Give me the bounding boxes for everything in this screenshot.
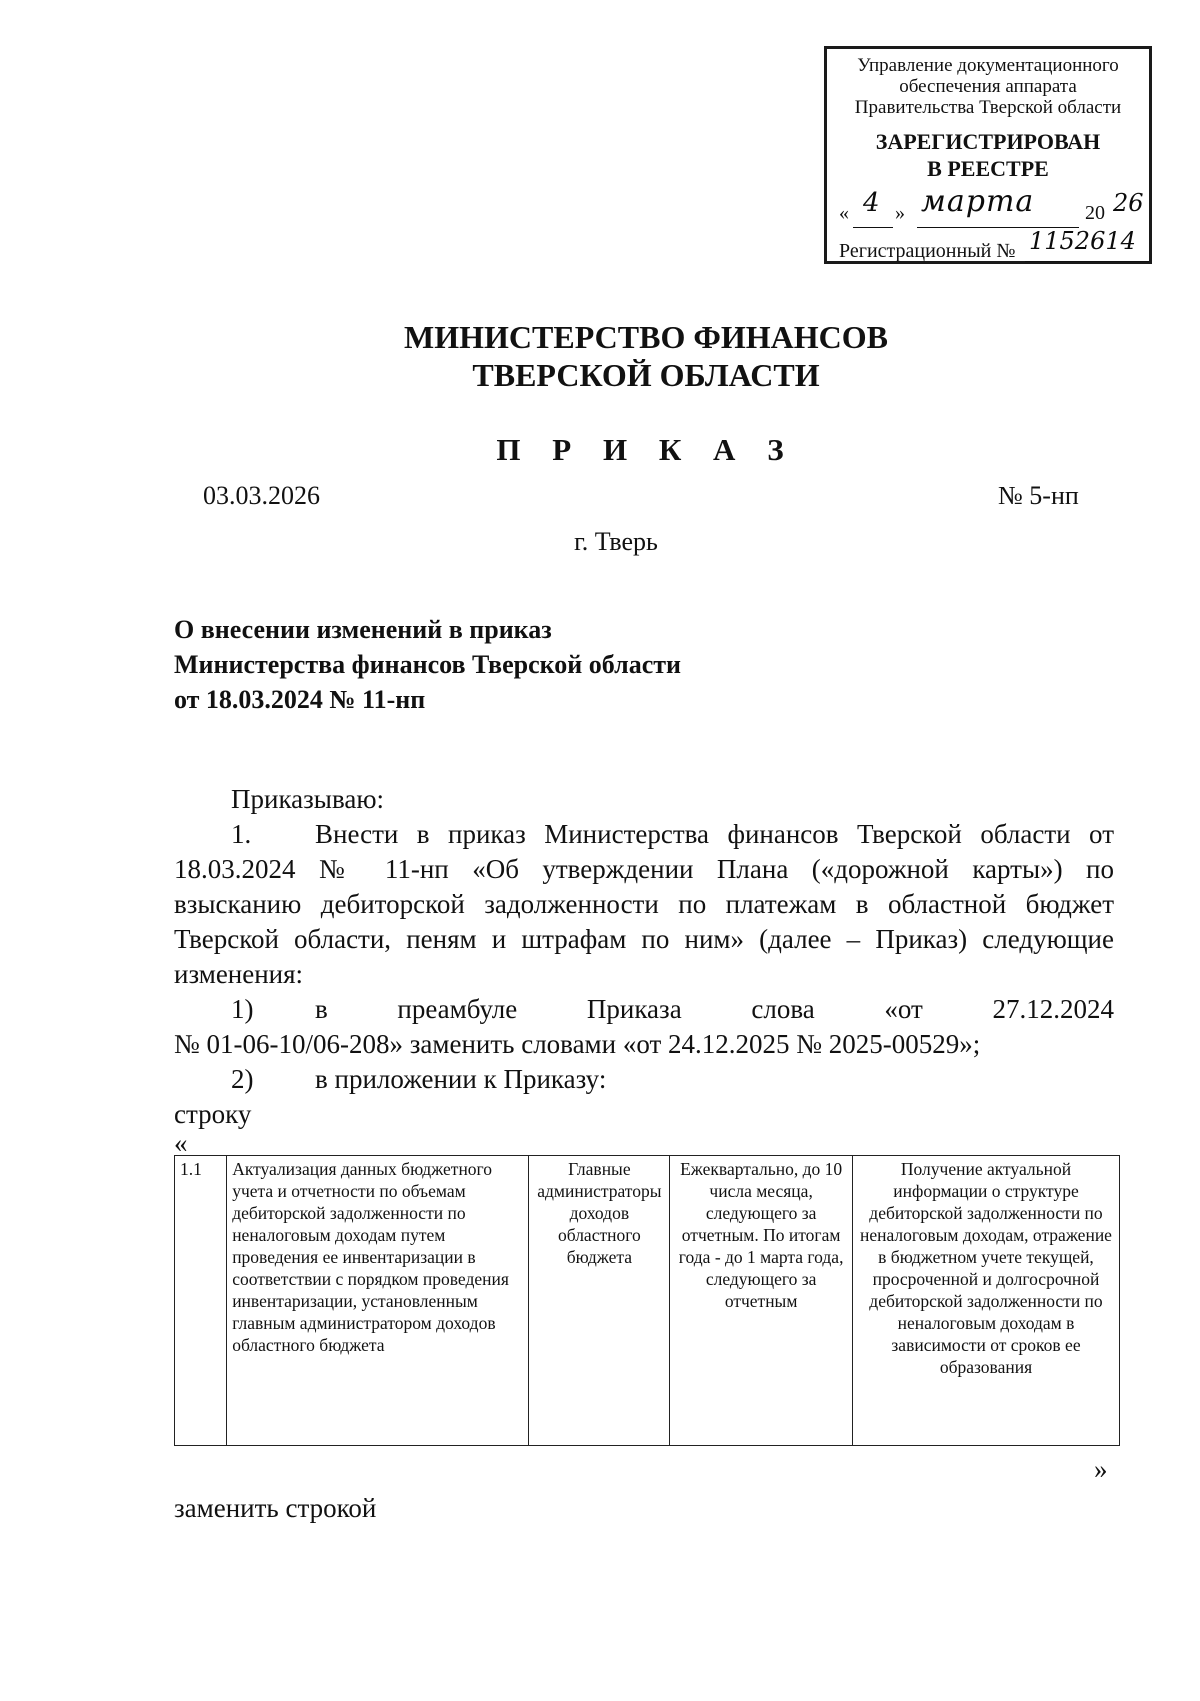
document-subject [174, 612, 974, 717]
document-city: г. Тверь [574, 527, 658, 556]
plan-row-table [174, 1155, 1120, 1446]
item1-line1 [174, 817, 1114, 852]
stamp-registered-line1: ЗАРЕГИСТРИРОВАН [875, 129, 1101, 154]
sub1-text-line2: № 01-06-10/06-208» заменить словами «от 24.12.2025 № 2025-00529»; [174, 1029, 981, 1059]
stamp-org-line2: обеспечения аппарата [899, 76, 1077, 97]
quote-close: » [1094, 1454, 1108, 1484]
stamp-quote-close: » [895, 202, 905, 224]
cell-deadline: Ежеквартально, до 10 числа месяца, следующего за отчетным. По итогам года - до 1 марта года, следующего за отчетным [670, 1156, 853, 1446]
item1-number: 1. [231, 819, 252, 849]
document-type: П Р И К А З [496, 432, 796, 467]
stamp-day-handwritten: 4 [863, 188, 880, 218]
stamp-reg-label: Регистрационный № [839, 240, 1016, 262]
item1-text-line5: изменения: [174, 959, 304, 989]
ministry-title [0, 318, 1200, 394]
stamp-year-prefix: 20 [1085, 202, 1105, 224]
stamp-reg-number-row [839, 227, 1141, 262]
cell-number: 1.1 [175, 1156, 227, 1446]
sub1-text-line1: в преамбуле Приказа слова «от 27.12.2024 [315, 994, 1114, 1024]
registration-stamp [824, 46, 1152, 264]
sub2-text: в приложении к Приказу: [315, 1064, 607, 1094]
sub1-line1 [174, 992, 1114, 1027]
ministry-line1: МИНИСТЕРСТВО ФИНАНСОВ [404, 319, 888, 355]
document-number: № 5-нп [998, 481, 1079, 510]
stamp-reg-number-handwritten: 1152614 [1029, 227, 1136, 255]
order-word: Приказываю: [231, 784, 384, 814]
item1-text-line4: Тверской области, пеням и штрафам по ним» (далее – Приказ) следующие [174, 924, 1114, 954]
stamp-day-underline [853, 227, 893, 228]
document-date: 03.03.2026 [203, 481, 320, 510]
sub2-line [174, 1062, 1114, 1097]
document-body [174, 782, 1114, 1132]
row-word: строку [174, 1099, 252, 1129]
subject-line2: Министерства финансов Тверской области [174, 650, 681, 679]
stamp-number-underline [1025, 261, 1149, 262]
cell-action: Актуализация данных бюджетного учета и отчетности по объемам дебиторской задолженности по неналоговым доходам путем проведения ее инвентаризации в соответствии с порядком проведения инвентаризации, установленным главным администратором доходов областного бюджета [227, 1156, 529, 1446]
sub2-number: 2) [231, 1064, 254, 1094]
item1-text-line1: Внести в приказ Министерства финансов Тверской области от [315, 819, 1114, 849]
subject-line3: от 18.03.2024 № 11-нп [174, 685, 426, 714]
stamp-org-line1: Управление документационного [857, 55, 1119, 76]
stamp-org-line3: Правительства Тверской области [854, 97, 1122, 118]
stamp-quote-open: « [839, 202, 849, 224]
item1-text-line2: 18.03.2024 № 11-нп «Об утверждении Плана («дорожной карты») по [174, 854, 1114, 884]
item1-text-line3: взысканию дебиторской задолженности по платежам в областной бюджет [174, 889, 1114, 919]
stamp-registered-line2: В РЕЕСТРЕ [927, 156, 1049, 181]
replace-text: заменить строкой [174, 1493, 377, 1523]
ministry-line2: ТВЕРСКОЙ ОБЛАСТИ [472, 357, 820, 393]
subject-line1: О внесении изменений в приказ [174, 615, 552, 644]
quote-open: « [174, 1128, 188, 1158]
table-row [175, 1156, 1120, 1446]
cell-responsible: Главные администраторы доходов областного бюджета [529, 1156, 670, 1446]
stamp-month-handwritten: марта [921, 184, 1035, 219]
cell-result: Получение актуальной информации о структуре дебиторской задолженности по неналоговым доходам, отражение в бюджетном учете текущей, просроченной и долгосрочной дебиторской задолженности по неналоговым доходам в зависимости от сроков ее образования [852, 1156, 1119, 1446]
sub1-number: 1) [231, 994, 254, 1024]
stamp-year-handwritten: 26 [1113, 189, 1144, 217]
